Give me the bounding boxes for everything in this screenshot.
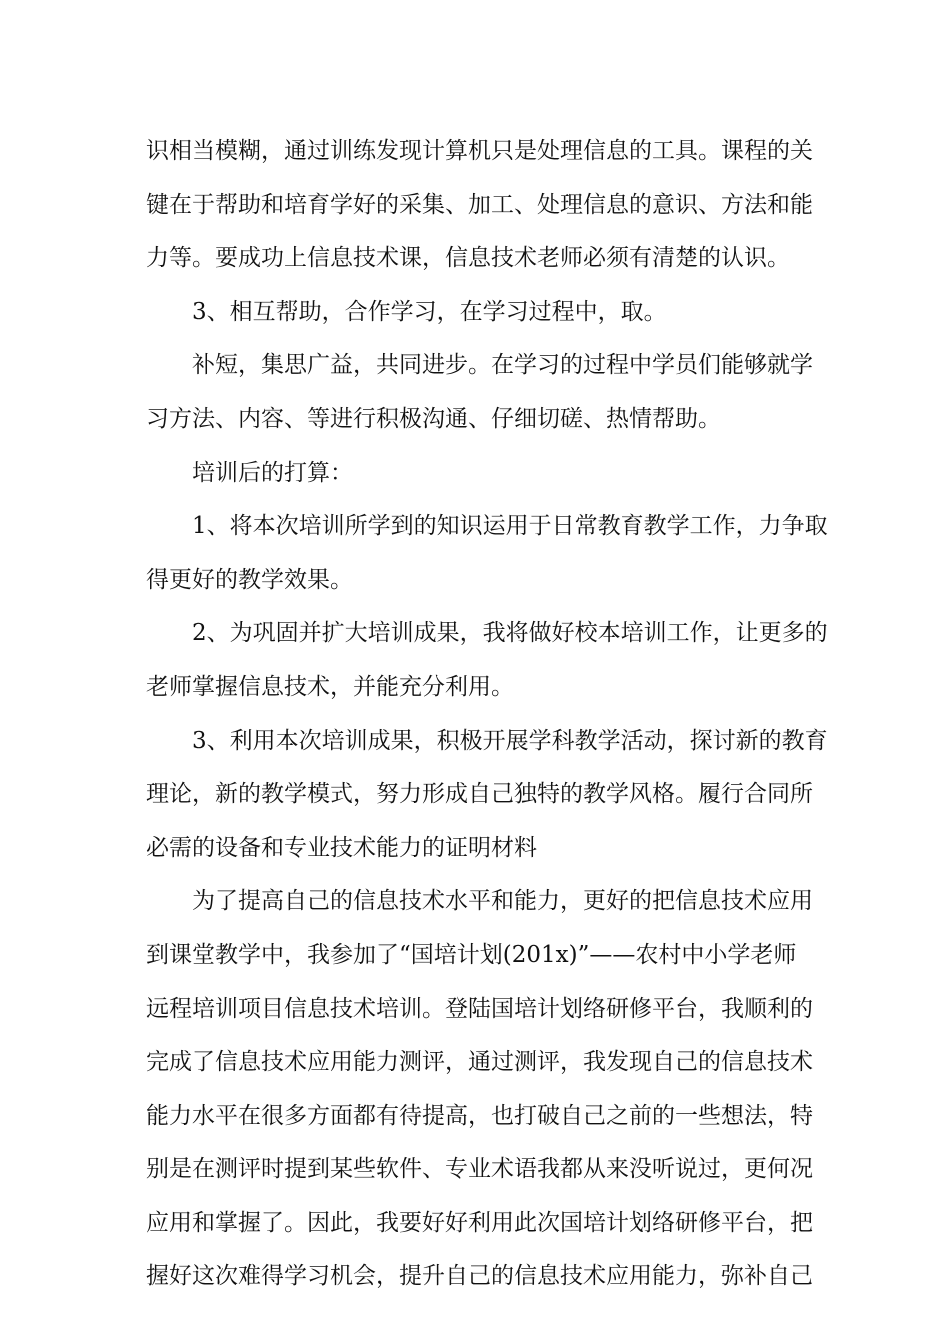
text-line: 远程培训项目信息技术培训。登陆国培计划络研修平台，我顺利的 [146, 995, 813, 1022]
text-line: 键在于帮助和培育学好的采集、加工、处理信息的意识、方法和能 [146, 191, 813, 218]
text-line: 老师掌握信息技术，并能充分利用。 [146, 673, 514, 700]
text-line: 识相当模糊，通过训练发现计算机只是处理信息的工具。课程的关 [146, 138, 813, 164]
text-line: 补短，集思广益，共同进步。在学习的过程中学员们能够就学 [192, 352, 813, 379]
text-line: 1、将本次培训所学到的知识运用于日常教育教学工作，力争取 [192, 513, 828, 540]
text-line: 应用和掌握了。因此，我要好好利用此次国培计划络研修平台，把 [146, 1209, 813, 1236]
text-line: 握好这次难得学习机会，提升自己的信息技术应用能力，弥补自己 [146, 1263, 813, 1290]
text-line: 能力水平在很多方面都有待提高，也打破自己之前的一些想法，特 [146, 1102, 813, 1129]
text-line: 得更好的教学效果。 [146, 566, 353, 593]
text-line: 3、相互帮助，合作学习，在学习过程中，取。 [192, 298, 667, 325]
text-line: 完成了信息技术应用能力测评，通过测评，我发现自己的信息技术 [146, 1049, 813, 1076]
section-heading: 培训后的打算： [192, 459, 353, 486]
text-line: 理论，新的教学模式，努力形成自己独特的教学风格。履行合同所 [146, 781, 813, 808]
text-line: 习方法、内容、等进行积极沟通、仔细切磋、热情帮助。 [146, 405, 721, 432]
text-line: 为了提高自己的信息技术水平和能力，更好的把信息技术应用 [192, 888, 813, 915]
text-line: 到课堂教学中，我参加了“国培计划(201x)”——农村中小学老师 [146, 941, 797, 968]
text-line: 必需的设备和专业技术能力的证明材料 [146, 834, 537, 861]
text-line: 力等。要成功上信息技术课，信息技术老师必须有清楚的认识。 [146, 245, 790, 272]
text-line: 3、利用本次培训成果，积极开展学科教学活动，探讨新的教育 [192, 727, 828, 754]
text-line: 2、为巩固并扩大培训成果，我将做好校本培训工作，让更多的 [192, 620, 828, 647]
document-body [146, 125, 828, 1304]
text-line: 别是在测评时提到某些软件、专业术语我都从来没听说过，更何况 [146, 1156, 813, 1183]
